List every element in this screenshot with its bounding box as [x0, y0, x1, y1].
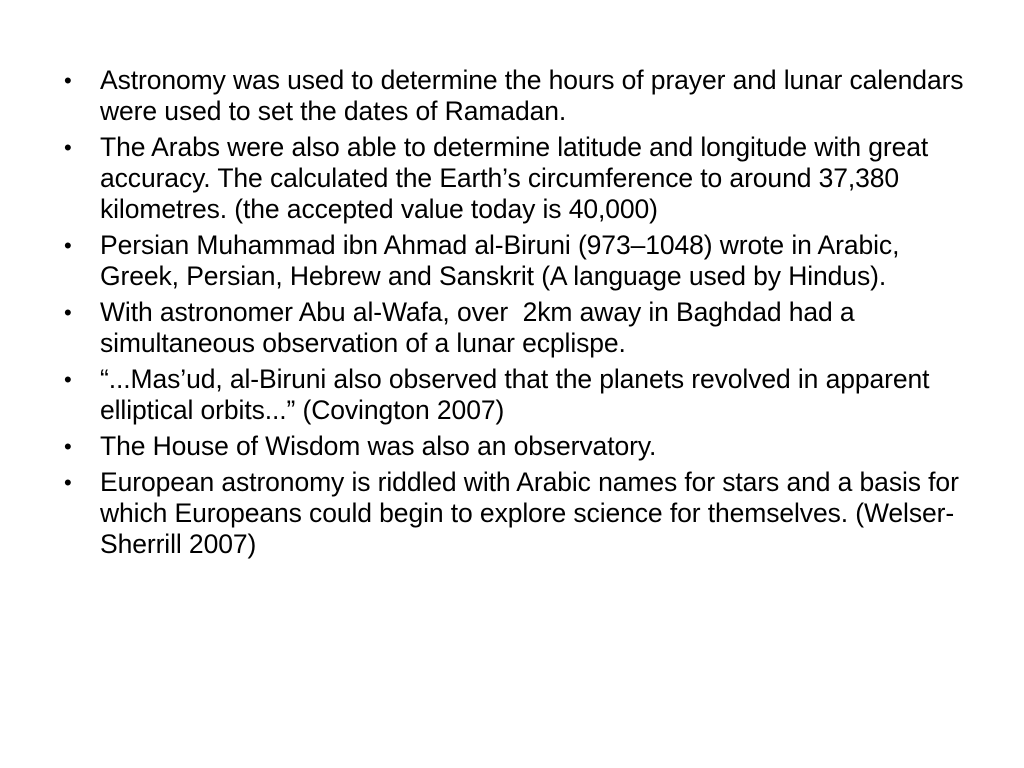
- bullet-item-latitude-longitude: [60, 132, 965, 225]
- bullet-icon: •: [64, 135, 72, 160]
- bullet-item-prayer-hours: [60, 65, 965, 127]
- bullet-list: [60, 65, 965, 565]
- bullet-text: Astronomy was used to determine the hours of prayer and lunar calendars were used to set the dates of Ramadan.: [100, 65, 964, 126]
- bullet-text: The Arabs were also able to determine latitude and longitude with great accuracy. The calculated the Earth’s circumference to around 37,380 kilometres. (the accepted value today is 40,000): [100, 132, 929, 224]
- bullet-icon: •: [64, 434, 72, 459]
- bullet-icon: •: [64, 300, 72, 325]
- bullet-icon: •: [64, 367, 72, 392]
- bullet-icon: •: [64, 68, 72, 93]
- bullet-item-house-of-wisdom: [60, 431, 965, 462]
- bullet-item-al-biruni-languages: [60, 230, 965, 292]
- bullet-item-lunar-eclipse: [60, 297, 965, 359]
- bullet-text: “...Mas’ud, al-Biruni also observed that the planets revolved in apparent elliptical orbits...” (Covington 2007): [100, 364, 930, 425]
- bullet-text: European astronomy is riddled with Arabic names for stars and a basis for which Europeans could begin to explore science for themselves. (Welser-Sherrill 2007): [100, 467, 959, 559]
- bullet-text: The House of Wisdom was also an observatory.: [100, 431, 657, 461]
- bullet-item-european-astronomy: [60, 467, 965, 560]
- bullet-text: With astronomer Abu al-Wafa, over 2km away in Baghdad had a simultaneous observation of a lunar ecplispe.: [100, 297, 862, 358]
- bullet-item-elliptical-orbits: [60, 364, 965, 426]
- bullet-icon: •: [64, 470, 72, 495]
- bullet-icon: •: [64, 233, 72, 258]
- bullet-text: Persian Muhammad ibn Ahmad al-Biruni (973–1048) wrote in Arabic, Greek, Persian, Hebrew and Sanskrit (A language used by Hindus).: [100, 230, 900, 291]
